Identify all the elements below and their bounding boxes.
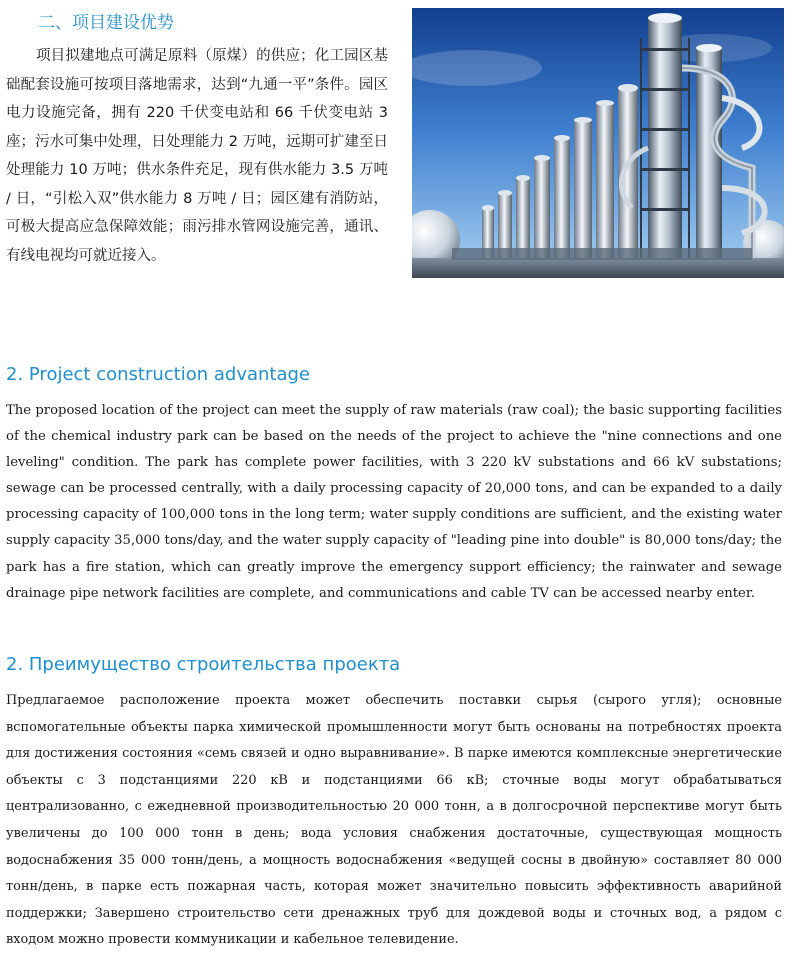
russian-section-paragraph: Предлагаемое расположение проекта может обеспечить поставки сырья (сырого угля); основные вспомогательные объекты парка химической промышленности могут быть основаны на потребностях проекта для достижения состояния «семь связей и одно выравнивание». В парке имеются комплексные энергетические объекты с 3 подстанциями 220 кВ и подстанциями 66 кВ; сточные воды могут обрабатываться централизованно, с ежедневной производительностью 20 000 тонн, а в долгосрочной перспективе могут быть увеличены до 100 000 тонн в день; вода условия снабжения достаточные, существующая мощность водоснабжения 35 000 тонн/день, а мощность водоснабжения «ведущей сосны в двойную» составляет 80 000 тонн/день, в парке есть пожарная часть, которая может значительно повысить эффективность аварийной поддержки; Завершено строительство сети дренажных труб для дождевой воды и сточных вод, а рядом с входом можно провести коммуникации и кабельное телевидение. bbox=[6, 693, 782, 948]
russian-section bbox=[6, 650, 782, 954]
english-section-paragraph: The proposed location of the project can meet the supply of raw materials (raw coal); the basic supporting facilities of the chemical industry park can be based on the needs of the project to achieve the "nine connections and one leveling" condition. The park has complete power facilities, with 3 220 kV substations and 66 kV substations; sewage can be processed centrally, with a daily processing capacity of 20,000 tons, and can be expanded to a daily processing capacity of 100,000 tons in the long term; water supply conditions are sufficient, and the existing water supply capacity 35,000 tons/day, and the water supply capacity of "leading pine into double" is 80,000 tons/day; the park has a fire station, which can greatly improve the emergency support efficiency; the rainwater and sewage drainage pipe network facilities are complete, and communications and cable TV can be accessed nearby enter. bbox=[6, 403, 782, 601]
english-section bbox=[6, 360, 782, 607]
chemical-plant-illustration bbox=[412, 8, 784, 278]
chinese-section-paragraph: 项目拟建地点可满足原料（原煤）的供应；化工园区基础配套设施可按项目落地需求，达到“九通一平”条件。园区电力设施完备，拥有 220 千伏变电站和 66 千伏变电站 3 座；污水可集中处理，日处理能力 2 万吨，远期可扩建至日处理能力 10 万吨；供水条件充足，现有供水能力 3.5 万吨 / 日，“引松入双”供水能力 8 万吨 / 日；园区建有消防站，可极大提高应急保障效能；雨污排水管网设施完善，通讯、有线电视均可就近接入。 bbox=[6, 48, 388, 264]
chinese-section-heading: 二、项目建设优势 bbox=[38, 13, 174, 33]
english-section-heading: 2. Project construction advantage bbox=[6, 364, 310, 385]
chinese-section bbox=[6, 10, 388, 270]
chemical-plant-photo bbox=[412, 8, 784, 278]
russian-section-heading: 2. Преимущество строительства проекта bbox=[6, 654, 401, 675]
